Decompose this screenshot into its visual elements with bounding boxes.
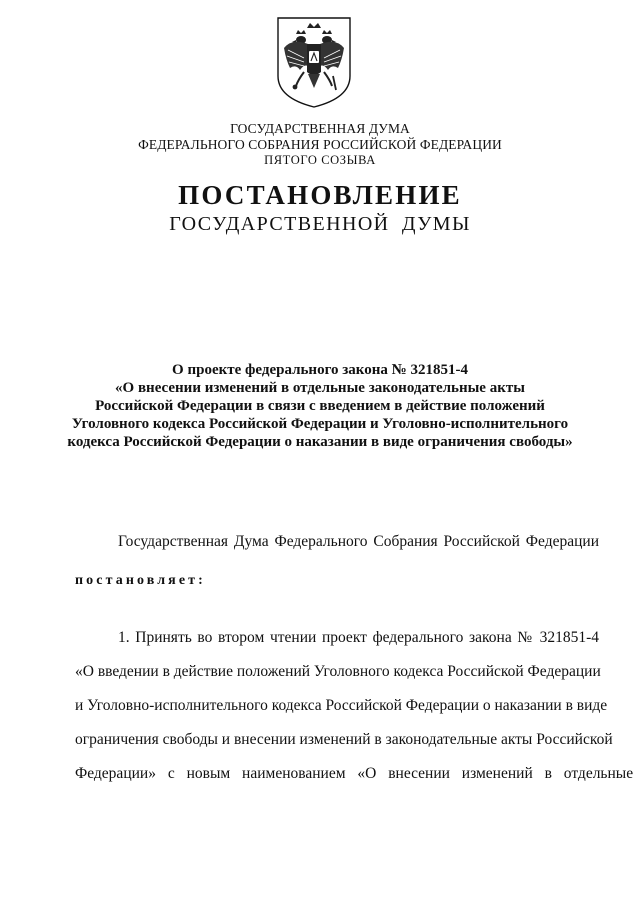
issuer-line-3: ПЯТОГО СОЗЫВА: [264, 153, 376, 167]
paragraph-line: 1. Принять во втором чтении проект федерального закона № 321851-4: [118, 629, 599, 646]
paragraph-line: и Уголовно-исполнительного кодекса Российской Федерации о наказании в виде: [75, 697, 608, 714]
double-headed-eagle-icon: [274, 14, 354, 110]
paragraph-line: ограничения свободы и внесении изменений в законодательные акты Российской: [75, 731, 613, 748]
body-decree: постановляет:: [75, 573, 206, 588]
coat-of-arms-emblem: [274, 14, 354, 110]
issuer-line-1: ГОСУДАРСТВЕННАЯ ДУМА: [230, 121, 410, 136]
resolution-subject: [0, 361, 640, 451]
document-subtitle: ГОСУДАРСТВЕННОЙ ДУМЫ: [169, 213, 471, 235]
subject-line: «О внесении изменений в отдельные законодательные акты: [115, 380, 525, 396]
subject-line: кодекса Российской Федерации о наказании в виде ограничения свободы»: [67, 434, 573, 450]
subject-line: Российской Федерации в связи с введением в действие положений: [95, 398, 545, 414]
paragraph-line: «О введении в действие положений Уголовного кодекса Российской Федерации: [75, 663, 601, 680]
body-intro: Государственная Дума Федерального Собрания Российской Федерации: [118, 533, 599, 550]
subject-line: О проекте федерального закона № 321851-4: [172, 362, 468, 378]
paragraph-line: Федерации» с новым наименованием «О внесении изменений в отдельные: [75, 765, 634, 782]
subject-line: Уголовного кодекса Российской Федерации и Уголовно-исполнительного: [71, 416, 569, 432]
document-title: ПОСТАНОВЛЕНИЕ: [178, 180, 462, 210]
issuer-line-2: ФЕДЕРАЛЬНОГО СОБРАНИЯ РОССИЙСКОЙ ФЕДЕРАЦИИ: [138, 137, 502, 152]
